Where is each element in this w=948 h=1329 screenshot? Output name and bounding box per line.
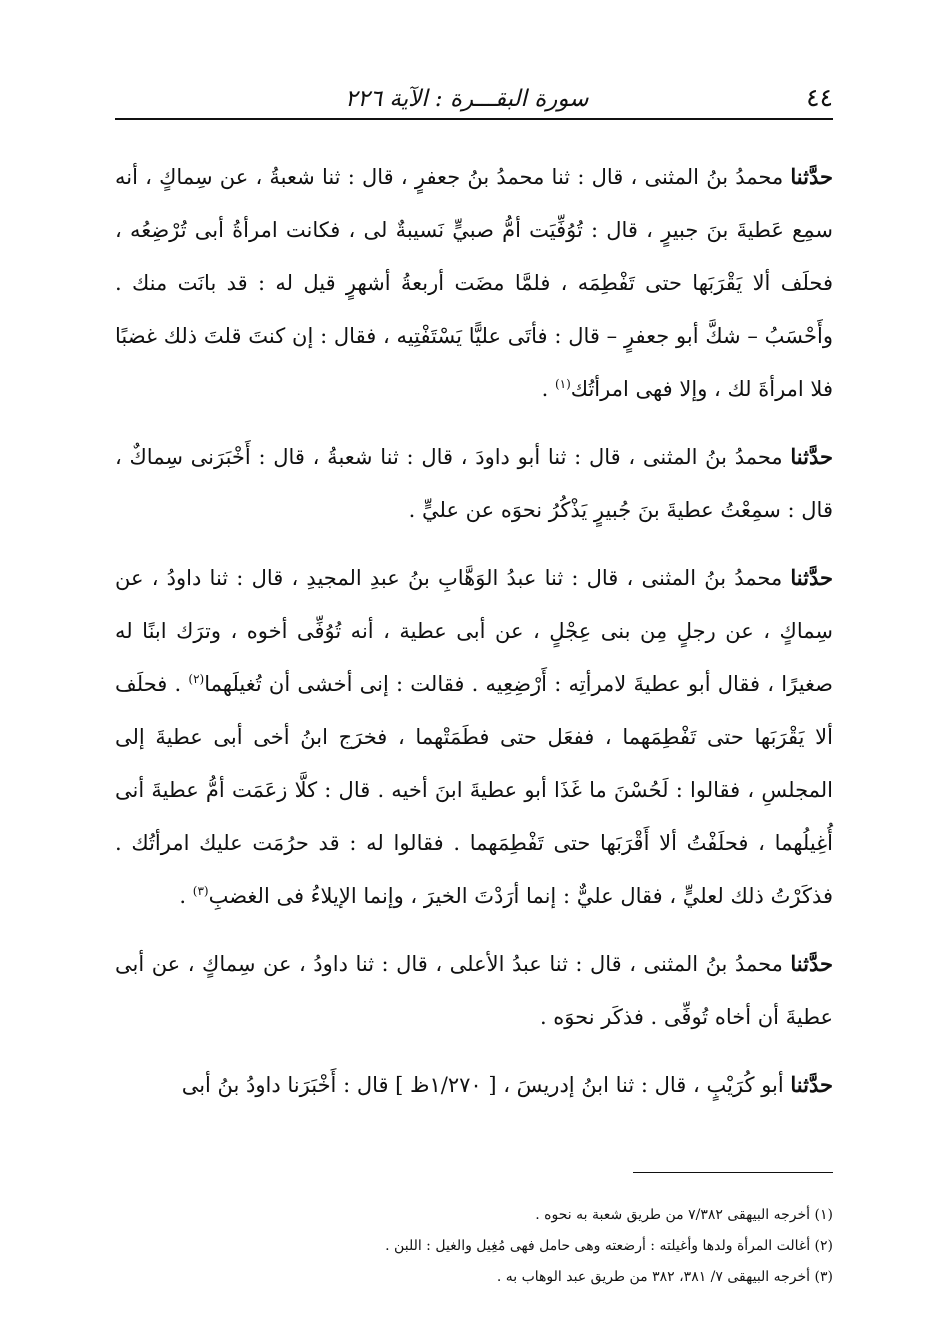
- paragraph-lead: حدَّثنا: [790, 164, 833, 189]
- hadith-paragraph: [115, 430, 833, 537]
- hadith-paragraph: [115, 551, 833, 923]
- paragraph-lead: حدَّثنا: [790, 565, 833, 590]
- footnote-item: (٣) أخرجه البيهقى ٧/ ٣٨١، ٣٨٢ من طريق عبد الوهاب به .: [496, 1269, 833, 1285]
- hadith-paragraph: [115, 937, 833, 1044]
- paragraph-lead: حدَّثنا: [790, 1072, 833, 1097]
- paragraph-tail: .: [541, 377, 555, 401]
- paragraph-text: محمدُ بنُ المثنى ، قال : ثنا محمدُ بنُ جعفرٍ ، قال : ثنا شعبةُ ، عن سِماكٍ ، أنه سمِع عَطيةَ بنَ جبيرٍ ، قال : تُوُفِّيَت أمُّ صبيٍّ نَسيبةٌ لى ، فكانت امرأةُ أبى تُرْضِعُه ، فحلَف ألا يَقْرَبَها حتى تَفْطِمَه ، فلمَّا مضَت أربعةُ أشهرٍ قيل له : قد بانَت منك . وأَحْسَبُ – شكَّ أبو جعفرٍ – قال : فأتَى عليًّا يَسْتَفْتِيه ، فقال : إن كنتَ قلتَ ذلك غضبًا فلا امرأةَ لك ، وإلا فهى امرأتُك: [115, 165, 833, 401]
- footnote-marker: (٣): [192, 884, 209, 898]
- paragraph-lead: حدَّثنا: [790, 444, 833, 469]
- main-text: [115, 150, 833, 1126]
- paragraph-text: محمدُ بنُ المثنى ، قال : ثنا عبدُ الوَهَّابِ بنُ عبدِ المجيدِ ، قال : ثنا داودُ ، عن سِماكٍ ، عن رجلٍ مِن بنى عِجْلٍ ، عن أبى عطية ، أنه تُوُفِّى أخوه ، وترَك ابنًا له صغيرًا ، فقال أبو عطيةَ لامرأتِه : أَرْضِعِيه . فقالت : إنى أخشى أن تُغيلَهما: [115, 566, 833, 696]
- paragraph-text: محمدُ بنُ المثنى ، قال : ثنا عبدُ الأعلى ، قال : ثنا داودُ ، عن سِماكٍ ، عن أبى عطيةَ أن أخاه تُوفِّى . فذكَر نحوَه .: [115, 952, 833, 1029]
- paragraph-tail: . فحلَف ألا يَقْرَبَها حتى تَفْطِمَهما ، ففعَل حتى فطَمَتْهما ، فخرَج ابنُ أخى أبى عطيةَ إلى المجلسِ ، فقالوا : لَحُسْنَ ما غَذَا أبو عطيةَ ابنَ أخيه . قال : كلَّا زعَمَت أمُّ عطيةَ أنى أُغِيلُهما ، فحلَفْتُ ألا أَقْرَبَها حتى تَفْطِمَهما . فقالوا له : قد حرُمَت عليك امرأتُك . فذكَرْتُ ذلك لعليٍّ ، فقال عليٌّ : إنما أرَدْتَ الخيرَ ، وإنما الإيلاءُ فى الغضبِ: [115, 672, 833, 908]
- footnote-item: (١) أخرجه البيهقى ٧/٣٨٢ من طريق شعبة به نحوه .: [535, 1207, 833, 1223]
- page-number: ٤٤: [806, 83, 833, 112]
- footnote-divider: [633, 1172, 833, 1173]
- paragraph-tail: .: [179, 884, 193, 908]
- page-header: [115, 78, 833, 120]
- hadith-paragraph: [115, 150, 833, 416]
- footnote-marker: (٢): [188, 672, 205, 686]
- footnote-item: (٢) أغالت المرأة ولدها وأغيلته : أرضعته وهى حامل فهى مُغِيل والغيل : اللبن .: [385, 1238, 833, 1254]
- paragraph-text: أبو كُرَيْبٍ ، قال : ثنا ابنُ إدريسَ ، [ ١/٢٧٠ظ ] قال : أَخْبَرَنا داودُ بنُ أبى: [181, 1073, 791, 1097]
- footnotes: [115, 1200, 833, 1293]
- footnote-marker: (١): [554, 377, 571, 391]
- paragraph-text: محمدُ بنُ المثنى ، قال : ثنا أبو داودَ ، قال : ثنا شعبةُ ، قال : أَخْبَرَنى سِماكٌ ، قال : سمِعْتُ عطيةَ بنَ جُبيرٍ يَذْكُرُ نحوَه عن عليٍّ .: [115, 445, 833, 522]
- running-title: سورة البقـــرة : الآية ٢٢٦: [345, 86, 589, 112]
- paragraph-lead: حدَّثنا: [790, 951, 833, 976]
- hadith-paragraph: [115, 1058, 833, 1112]
